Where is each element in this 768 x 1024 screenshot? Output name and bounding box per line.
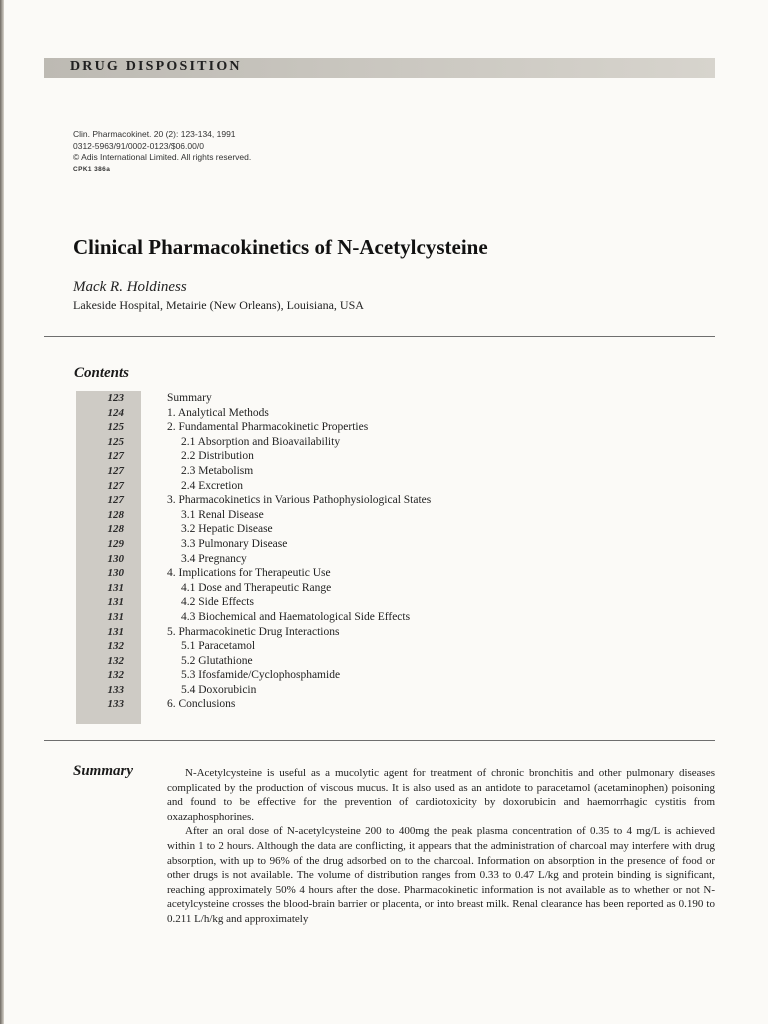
article-code: CPK1 386a [73,165,111,173]
header-divider [44,336,715,337]
contents-page-number: 131 [107,610,124,623]
contents-page-number: 125 [107,435,124,448]
contents-page-number: 127 [107,479,124,492]
section-band [44,58,715,78]
contents-section-entry: 2. Fundamental Pharmacokinetic Properties [167,421,369,434]
contents-section-entry: Summary [167,392,212,404]
summary-heading: Summary [73,763,134,779]
journal-citation: Clin. Pharmacokinet. 20 (2): 123-134, 1991 [73,129,236,139]
contents-subsection-entry: 3.2 Hepatic Disease [181,523,273,536]
contents-subsection-entry: 3.4 Pregnancy [181,552,247,565]
contents-page-number: 132 [107,654,124,667]
copyright-line: © Adis International Limited. All rights reserved. [73,152,252,162]
contents-page-number: 133 [107,698,124,711]
contents-page-number: 133 [107,683,124,696]
contents-page-number: 125 [107,421,124,434]
contents-page-number: 131 [107,596,124,609]
contents-subsection-entry: 3.3 Pulmonary Disease [181,537,288,550]
contents-page-number: 131 [107,625,124,638]
contents-page-numbers [76,391,141,724]
contents-subsection-entry: 5.2 Glutathione [181,654,253,667]
contents-page-number: 130 [107,552,124,565]
contents-page-number: 132 [107,669,124,682]
author-name: Mack R. Holdiness [73,279,187,295]
contents-section-entry: 3. Pharmacokinetics in Various Pathophysiological States [167,494,432,507]
contents-heading: Contents [74,365,130,381]
contents-subsection-entry: 5.1 Paracetamol [181,640,256,653]
contents-section-entry: 1. Analytical Methods [167,406,269,419]
contents-page-number: 124 [107,406,124,419]
contents-page-number: 127 [107,464,124,477]
contents-subsection-entry: 5.4 Doxorubicin [181,683,257,696]
contents-page-number: 132 [107,640,124,653]
issn-line: 0312-5963/91/0002-0123/$06.00/0 [73,140,204,151]
contents-subsection-entry: 2.2 Distribution [181,450,254,463]
section-label: DRUG DISPOSITION [70,59,242,74]
contents-section-entry: 4. Implications for Therapeutic Use [167,567,331,580]
contents-section-entry: 6. Conclusions [167,698,236,711]
contents-page-number: 130 [107,567,124,580]
contents-page-number: 128 [107,508,124,521]
citation-block [73,129,251,175]
contents-subsection-entry: 4.2 Side Effects [181,596,254,609]
contents-subsection-entry: 2.3 Metabolism [181,464,254,477]
contents-subsection-entry: 3.1 Renal Disease [181,508,264,521]
summary-body [167,766,715,927]
contents-page-number: 128 [107,523,124,536]
contents-section-entry: 5. Pharmacokinetic Drug Interactions [167,625,340,638]
author-affiliation: Lakeside Hospital, Metairie (New Orleans), Louisiana, USA [73,298,364,312]
contents-subsection-entry: 2.1 Absorption and Bioavailability [181,435,341,448]
summary-paragraph: After an oral dose of N-acetylcysteine 200 to 400mg the peak plasma concentration of 0.35 to 4 mg/L is achieved within 1 to 2 hours. Although the data are conflicting, it appears that the administration of charcoal may interfere with drug absorption, with up to 96% of the drug adsorbed on to the charcoal. Information on absorption in the presence of food or other drugs is not available. The volume of distribution ranges from 0.33 to 0.47 L/kg and protein binding is significant, reaching approximately 50% 4 hours after the dose. Pharmacokinetic information is not available as to whether or not N-acetylcysteine crosses the blood-brain barrier or placenta, or into breast milk. Renal clearance has been reported as 0.190 to 0.211 L/h/kg and approximately [167,825,715,925]
contents-page-number: 127 [107,494,124,507]
article-title: Clinical Pharmacokinetics of N-Acetylcysteine [73,235,488,259]
contents-divider [44,740,715,741]
contents-page-number: 123 [107,392,124,404]
contents-subsection-entry: 2.4 Excretion [181,479,243,492]
contents-page-number: 129 [107,537,124,550]
contents-page-number: 131 [107,581,124,594]
page-edge-shadow [0,0,4,1024]
contents-subsection-entry: 4.1 Dose and Therapeutic Range [181,581,332,594]
contents-subsection-entry: 4.3 Biochemical and Haematological Side Effects [181,610,411,623]
contents-page-number: 127 [107,450,124,463]
contents-subsection-entry: 5.3 Ifosfamide/Cyclophosphamide [181,669,341,682]
summary-paragraph: N-Acetylcysteine is useful as a mucolytic agent for treatment of chronic bronchitis and other pulmonary diseases complicated by the production of viscous mucus. It is also used as an antidote to paracetamol (acetaminophen) poisoning and found to be effective for the prevention of cardiotoxicity by doxorubicin and haemorrhagic cystitis from oxazaphosphorines. [167,767,715,823]
contents-list [167,391,431,712]
